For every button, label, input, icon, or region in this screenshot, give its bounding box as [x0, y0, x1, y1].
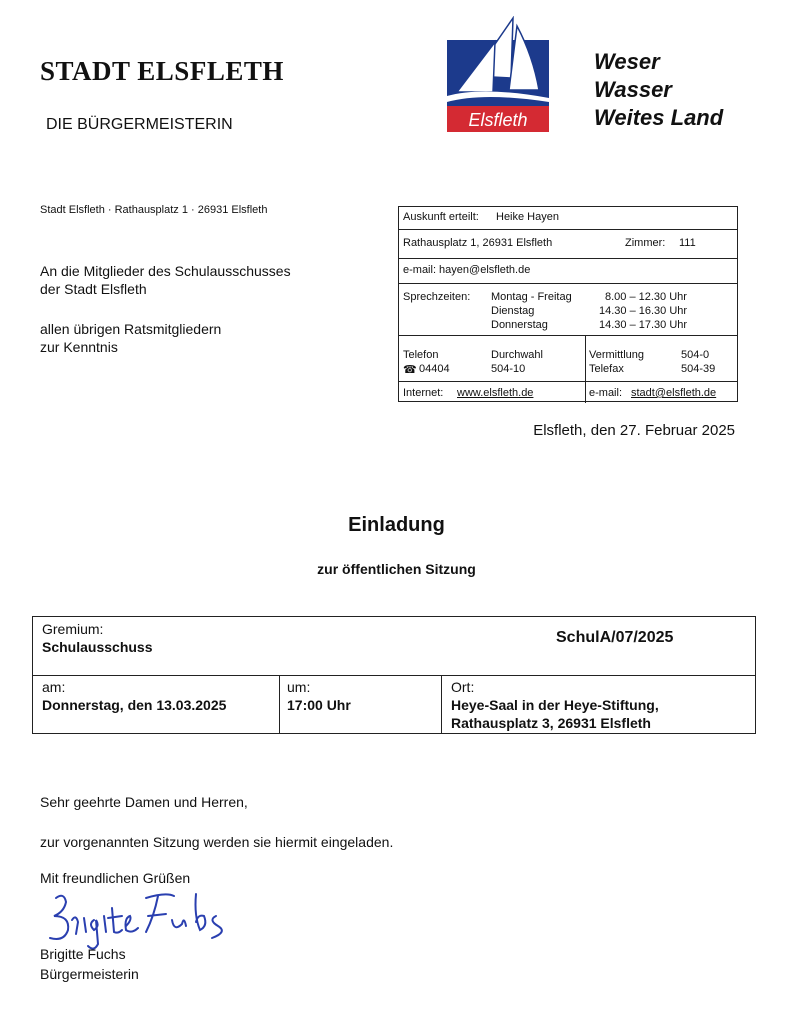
- telefon-label: Telefon: [403, 349, 439, 361]
- durchwahl-label: Durchwahl: [491, 349, 543, 361]
- slogan-line: Wasser: [594, 77, 672, 102]
- ort-label: Ort:: [451, 679, 475, 695]
- phone-icon: ☎: [403, 364, 417, 376]
- letter-body: zur vorgenannten Sitzung werden sie hiermit eingeladen.: [40, 834, 394, 850]
- gremium-label: Gremium:: [42, 621, 104, 637]
- hours-time: 14.30 – 17.30 Uhr: [599, 319, 688, 331]
- recipient-line: allen übrigen Ratsmitgliedern: [40, 321, 222, 337]
- um-value: 17:00 Uhr: [287, 697, 351, 713]
- zimmer-label: Zimmer:: [625, 237, 666, 249]
- closing: Mit freundlichen Grüßen: [40, 870, 191, 886]
- office-address: Rathausplatz 1, 26931 Elsfleth: [403, 237, 553, 249]
- slogan: [594, 48, 723, 132]
- recipient-line: zur Kenntnis: [40, 339, 118, 355]
- internet-link[interactable]: www.elsfleth.de: [457, 387, 534, 399]
- am-label: am:: [42, 679, 66, 695]
- signer-role: Bürgermeisterin: [40, 966, 139, 982]
- ort-value-line2: Rathausplatz 3, 26931 Elsfleth: [451, 715, 651, 731]
- am-value: Donnerstag, den 13.03.2025: [42, 697, 227, 713]
- session-code: SchulA/07/2025: [556, 629, 674, 646]
- page-title: STADT ELSFLETH: [40, 56, 284, 86]
- page-subtitle: DIE BÜRGERMEISTERIN: [46, 116, 233, 133]
- recipient-block: [40, 262, 291, 298]
- um-label: um:: [287, 679, 311, 695]
- document-subheading: zur öffentlichen Sitzung: [317, 561, 476, 577]
- email2-label: e-mail:: [589, 387, 623, 399]
- logo-text: Elsfleth: [468, 110, 528, 130]
- telefon-number: 04404: [419, 363, 450, 375]
- durchwahl-number: 504-10: [491, 363, 526, 375]
- hours-time: 14.30 – 16.30 Uhr: [599, 305, 688, 317]
- signer-name: Brigitte Fuchs: [40, 946, 126, 962]
- salutation: Sehr geehrte Damen und Herren,: [40, 794, 248, 810]
- ort-value-line1: Heye-Saal in der Heye-Stiftung,: [451, 697, 659, 713]
- hours-time: 8.00 – 12.30 Uhr: [605, 291, 687, 303]
- vermittlung-number: 504-0: [681, 349, 710, 361]
- telefax-number: 504-39: [681, 363, 716, 375]
- hours-day: Dienstag: [491, 305, 535, 317]
- hours-day: Montag - Freitag: [491, 291, 572, 303]
- recipient-line: der Stadt Elsfleth: [40, 281, 147, 297]
- email2-link[interactable]: stadt@elsfleth.de: [631, 387, 717, 399]
- sprechzeiten-label: Sprechzeiten:: [403, 291, 471, 303]
- recipient-line: An die Mitglieder des Schulausschusses: [40, 263, 291, 279]
- session-table: [32, 616, 756, 734]
- contact-email[interactable]: e-mail: hayen@elsfleth.de: [403, 264, 531, 276]
- document-heading: Einladung: [348, 514, 445, 536]
- sender-line: Stadt Elsfleth · Rathausplatz 1 · 26931 Elsfleth: [40, 204, 268, 216]
- slogan-line: Weites Land: [594, 105, 724, 130]
- zimmer-number: 111: [679, 237, 696, 249]
- telefax-label: Telefax: [589, 363, 624, 375]
- recipient-cc-block: [40, 320, 221, 356]
- auskunft-label: Auskunft erteilt:: [403, 211, 479, 223]
- hours-day: Donnerstag: [491, 319, 548, 331]
- contact-info-box: [398, 206, 738, 402]
- internet-label: Internet:: [403, 387, 444, 399]
- date-line: Elsfleth, den 27. Februar 2025: [533, 422, 735, 439]
- auskunft-name: Heike Hayen: [496, 211, 559, 223]
- vermittlung-label: Vermittlung: [589, 349, 645, 361]
- slogan-line: Weser: [594, 49, 660, 74]
- city-logo: [443, 16, 555, 132]
- gremium-value: Schulausschuss: [42, 639, 153, 655]
